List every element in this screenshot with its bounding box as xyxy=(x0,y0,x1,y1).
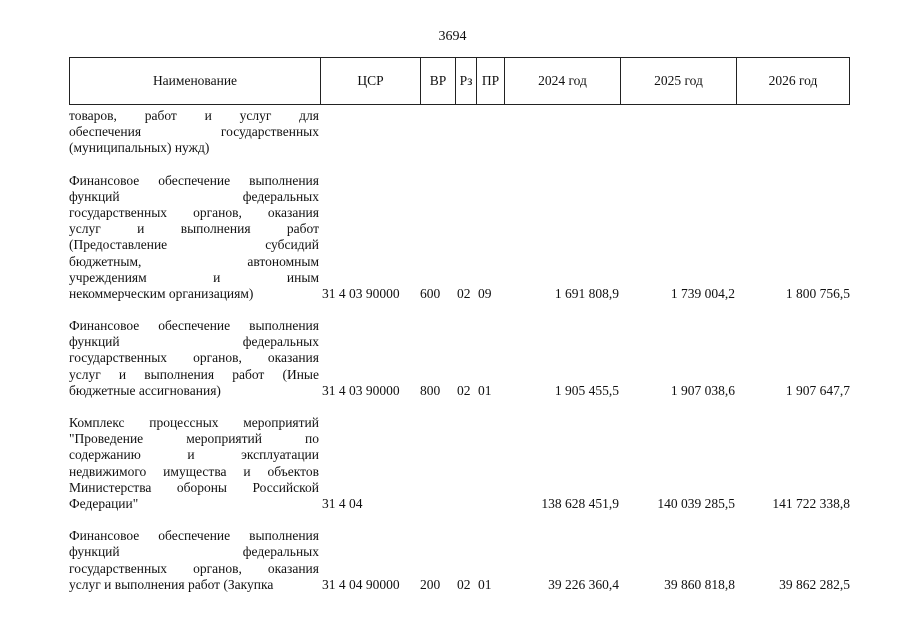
row-name-line: "Проведение мероприятий по xyxy=(69,431,319,447)
cell-vr: 600 xyxy=(420,285,441,301)
row-values xyxy=(69,577,850,593)
row-values xyxy=(69,286,850,302)
cell-rz: 02 xyxy=(457,576,471,592)
row-name-line: Федерации" xyxy=(69,495,139,511)
cell-csr: 31 4 04 90000 xyxy=(322,576,400,592)
cell-2026: 1 907 647,7 xyxy=(785,382,850,398)
row-name-line: бюджетные ассигнования) xyxy=(69,382,221,398)
row-values xyxy=(69,496,850,512)
header-2025: 2025 год xyxy=(620,58,736,104)
row-name-line: содержанию и эксплуатации xyxy=(69,447,319,463)
header-csr: ЦСР xyxy=(320,58,420,104)
table-row xyxy=(69,108,869,157)
cell-2024: 39 226 360,4 xyxy=(548,576,619,592)
row-values xyxy=(69,383,850,399)
header-rz: Рз xyxy=(455,58,476,104)
row-name xyxy=(69,173,319,303)
row-name-line: товаров, работ и услуг для xyxy=(69,108,319,123)
header-2024: 2024 год xyxy=(504,58,620,104)
cell-pr: 01 xyxy=(478,576,492,592)
row-name-line: государственных органов, оказания xyxy=(69,350,319,366)
header-vr: ВР xyxy=(420,58,455,104)
row-name-line: (Предоставление субсидий xyxy=(69,237,319,253)
row-name-line: функций федеральных xyxy=(69,188,319,204)
cell-2026: 1 800 756,5 xyxy=(785,285,850,301)
cell-2025: 39 860 818,8 xyxy=(664,576,735,592)
cell-rz: 02 xyxy=(457,382,471,398)
cell-2024: 138 628 451,9 xyxy=(541,495,619,511)
row-name-line: государственных органов, оказания xyxy=(69,204,319,220)
cell-vr: 800 xyxy=(420,382,441,398)
cell-csr: 31 4 03 90000 xyxy=(322,285,400,301)
row-name-line: государственных органов, оказания xyxy=(69,560,319,576)
row-name-line: обеспечения государственных xyxy=(69,124,319,140)
cell-2026: 141 722 338,8 xyxy=(772,495,850,511)
table-row xyxy=(69,528,869,593)
header-pr: ПР xyxy=(476,58,504,104)
page-number: 3694 xyxy=(438,29,467,44)
row-name-line: некоммерческим организациям) xyxy=(69,285,254,301)
row-name-line: функций федеральных xyxy=(69,544,319,560)
cell-2024: 1 691 808,9 xyxy=(554,285,619,301)
cell-pr: 01 xyxy=(478,382,492,398)
cell-rz: 02 xyxy=(457,285,471,301)
cell-2025: 1 739 004,2 xyxy=(670,285,735,301)
cell-2025: 1 907 038,6 xyxy=(670,382,735,398)
header-name: Наименование xyxy=(152,73,238,88)
row-values xyxy=(69,140,850,156)
cell-pr: 09 xyxy=(478,285,492,301)
row-name-line: недвижимого имущества и объектов xyxy=(69,463,319,479)
cell-csr: 31 4 04 xyxy=(322,495,363,511)
table-body xyxy=(69,108,869,609)
row-name-line: функций федеральных xyxy=(69,334,319,350)
row-name-line: Финансовое обеспечение выполнения xyxy=(69,528,319,544)
header-2026: 2026 год xyxy=(736,58,849,104)
row-name-line: учреждениям и иным xyxy=(69,269,319,285)
cell-2026: 39 862 282,5 xyxy=(779,576,850,592)
row-name-line: (муниципальных) нужд) xyxy=(69,140,210,156)
row-name-line: Комплекс процессных мероприятий xyxy=(69,415,319,430)
table-row xyxy=(69,415,869,512)
cell-csr: 31 4 03 90000 xyxy=(322,382,400,398)
cell-2025: 140 039 285,5 xyxy=(657,495,735,511)
row-name-line: Министерства обороны Российской xyxy=(69,479,319,495)
cell-2024: 1 905 455,5 xyxy=(554,382,619,398)
row-name-line: бюджетным, автономным xyxy=(69,253,319,269)
table-row xyxy=(69,173,869,303)
row-name-line: Финансовое обеспечение выполнения xyxy=(69,172,319,188)
table-header xyxy=(69,57,850,105)
cell-vr: 200 xyxy=(420,576,441,592)
row-name-line: услуг и выполнения работ (Закупка xyxy=(69,576,274,592)
table-row xyxy=(69,318,869,399)
row-name-line: услуг и выполнения работ (Иные xyxy=(69,366,319,382)
row-name-line: Финансовое обеспечение выполнения xyxy=(69,318,319,334)
row-name-line: услуг и выполнения работ xyxy=(69,221,319,237)
